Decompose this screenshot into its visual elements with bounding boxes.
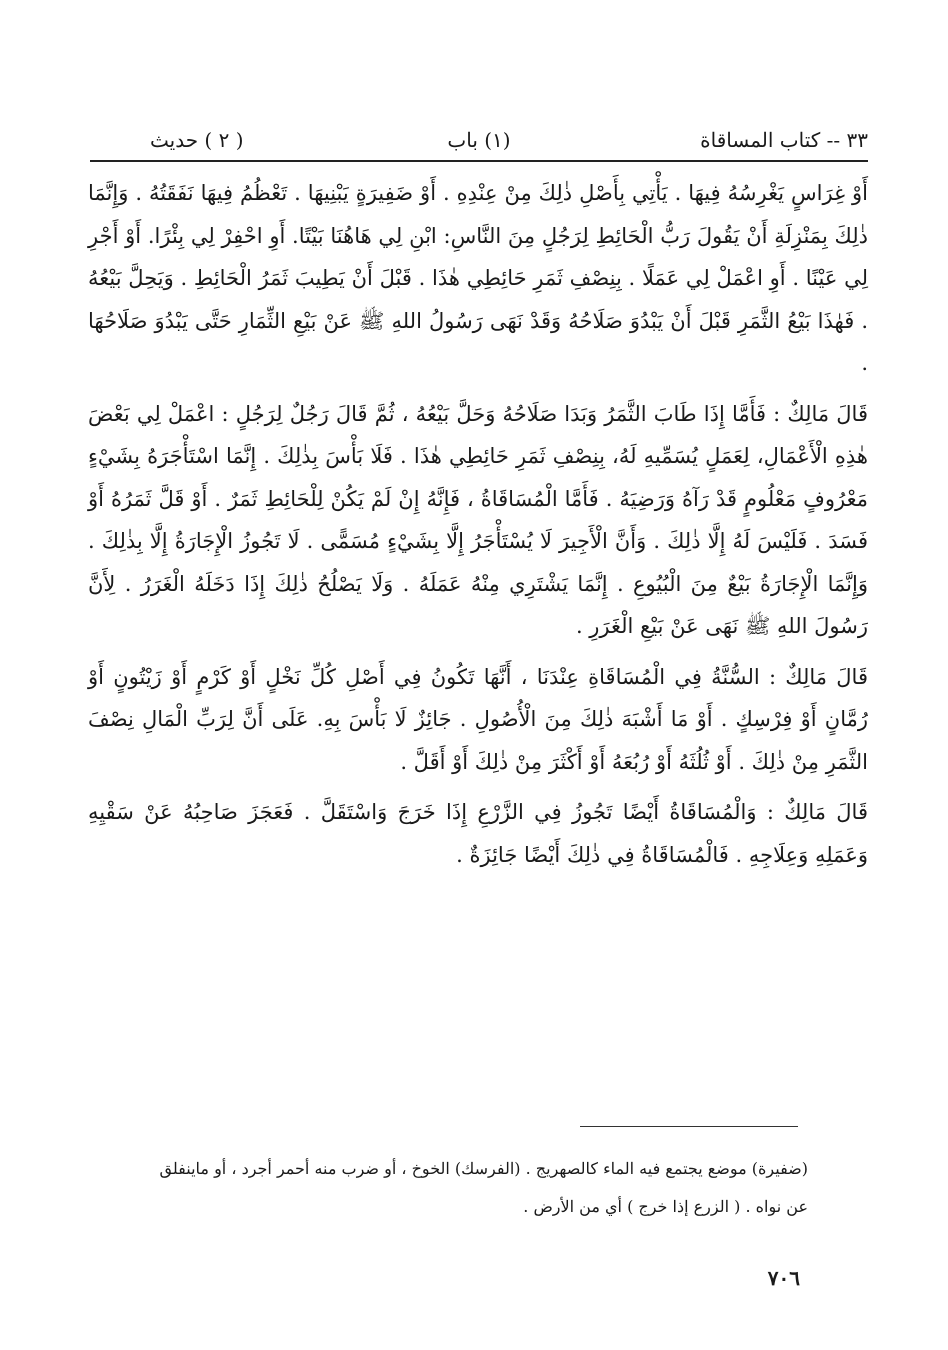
chapter-title: ٣٣ -- كتاب المساقاة xyxy=(700,128,868,152)
paragraph-1: أَوْ غِرَاسٍ يَغْرِسُهُ فِيهَا . يَأْتِي بِأَصْلِ ذٰلِكَ مِنْ عِنْدِهِ . أَوْ ضَفِيرَةٍ يَبْنِيهَا . تَعْظُمُ فِيهَا نَفَقَتُهُ . وَإِنَّمَا ذٰلِكَ بِمَنْزِلَةِ أَنْ يَقُولَ رَبُّ الْحَائِطِ لِرَجُلٍ مِنَ النَّاسِ: ابْنِ لِي هَاهُنَا بَيْتًا. أَوِ احْفِرْ لِي بِئْرًا. أَوْ أَجْرِ لِي عَيْنًا . أَوِ اعْمَلْ لِي عَمَلًا . بِنِصْفِ ثَمَرِ حَائِطِي هٰذَا . قَبْلَ أَنْ يَطِيبَ ثَمَرُ الْحَائِطِ . وَيَحِلَّ بَيْعُهُ . فَهٰذَا بَيْعُ الثَّمَرِ قَبْلَ أَنْ يَبْدُوَ صَلَاحُهُ وَقَدْ نَهَى رَسُولُ اللهِ ﷺ عَنْ بَيْعِ الثِّمَارِ حَتَّى يَبْدُوَ صَلَاحُهَا . xyxy=(88,181,868,375)
running-header xyxy=(90,124,868,160)
footnote-line-1: (ضفيرة) موضع يجتمع فيه الماء كالصهريج . (الفرسك) الخوخ ، أو ضرب منه أحمر أجرد ، أو ماينفلق xyxy=(159,1159,808,1178)
paragraph-4: قَالَ مَالِكٌ : وَالْمُسَاقَاةُ أَيْضًا تَجُوزُ فِي الزَّرْعِ إِذَا خَرَجَ وَاسْتَقَلَّ . فَعَجَزَ صَاحِبُهُ عَنْ سَقْيِهِ وَعَمَلِهِ وَعِلَاجِهِ . فَالْمُسَاقَاةُ فِي ذٰلِكَ أَيْضًا جَائِزَةٌ . xyxy=(88,800,868,867)
hadith-number: ( ٢ ) حديث xyxy=(150,128,244,152)
footnote-rule xyxy=(580,1126,798,1127)
page-number: ٧٠٦ xyxy=(767,1266,800,1290)
footnote-line-2: عن نواه . ( الزرع إذا خرج ) أي من الأرض . xyxy=(523,1197,808,1216)
paragraph-3: قَالَ مَالِكٌ : السُّنَّةُ فِي الْمُسَاقَاةِ عِنْدَنَا ، أَنَّهَا تَكُونُ فِي أَصْلِ كُلِّ نَخْلٍ أَوْ كَرْمٍ أَوْ زَيْتُونٍ أَوْ رُمَّانٍ أَوْ فِرْسِكٍ . أَوْ مَا أَشْبَهَ ذٰلِكَ مِنَ الْأُصُولِ . جَائِزٌ لَا بَأْسَ بِهِ. عَلَى أَنَّ لِرَبِّ الْمَالِ نِصْفَ الثَّمَرِ مِنْ ذٰلِكَ . أَوْ ثُلُثَهُ أَوْ رُبُعَهُ أَوْ أَكْثَرَ مِنْ ذٰلِكَ أَوْ أَقَلَّ . xyxy=(88,664,868,774)
footnotes xyxy=(88,1150,808,1226)
header-rule xyxy=(90,160,868,162)
section-title: (١) باب xyxy=(447,128,511,152)
main-text xyxy=(88,172,868,876)
paragraph-2: قَالَ مَالِكٌ : فَأَمَّا إِذَا طَابَ الثَّمَرُ وَبَدَا صَلَاحُهُ وَحَلَّ بَيْعُهُ ، ثُمَّ قَالَ رَجُلٌ لِرَجُلٍ : اعْمَلْ لِي بَعْضَ هٰذِهِ الْأَعْمَالِ، لِعَمَلٍ يُسَمِّيهِ لَهُ، بِنِصْفِ ثَمَرِ حَائِطِي هٰذَا . فَلَا بَأْسَ بِذٰلِكَ . إِنَّمَا اسْتَأْجَرَهُ بِشَيْءٍ مَعْرُوفٍ مَعْلُومٍ قَدْ رَآهُ وَرَضِيَهُ . فَأَمَّا الْمُسَاقَاةُ ، فَإِنَّهُ إِنْ لَمْ يَكُنْ لِلْحَائِطِ ثَمَرٌ . أَوْ قَلَّ ثَمَرُهُ أَوْ فَسَدَ . فَلَيْسَ لَهُ إِلَّا ذٰلِكَ . وَأَنَّ الْأَجِيرَ لَا يُسْتَأْجَرُ إِلَّا بِشَيْءٍ مُسَمًّى . لَا تَجُوزُ الْإِجَارَةُ إِلَّا بِذٰلِكَ . وَإِنَّمَا الْإِجَارَةُ بَيْعٌ مِنَ الْبُيُوعِ . إِنَّمَا يَشْتَرِي مِنْهُ عَمَلَهُ . وَلَا يَصْلُحُ ذٰلِكَ إِذَا دَخَلَهُ الْغَرَرُ . لِأَنَّ رَسُولَ اللهِ ﷺ نَهَى عَنْ بَيْعِ الْغَرَرِ . xyxy=(88,401,868,638)
